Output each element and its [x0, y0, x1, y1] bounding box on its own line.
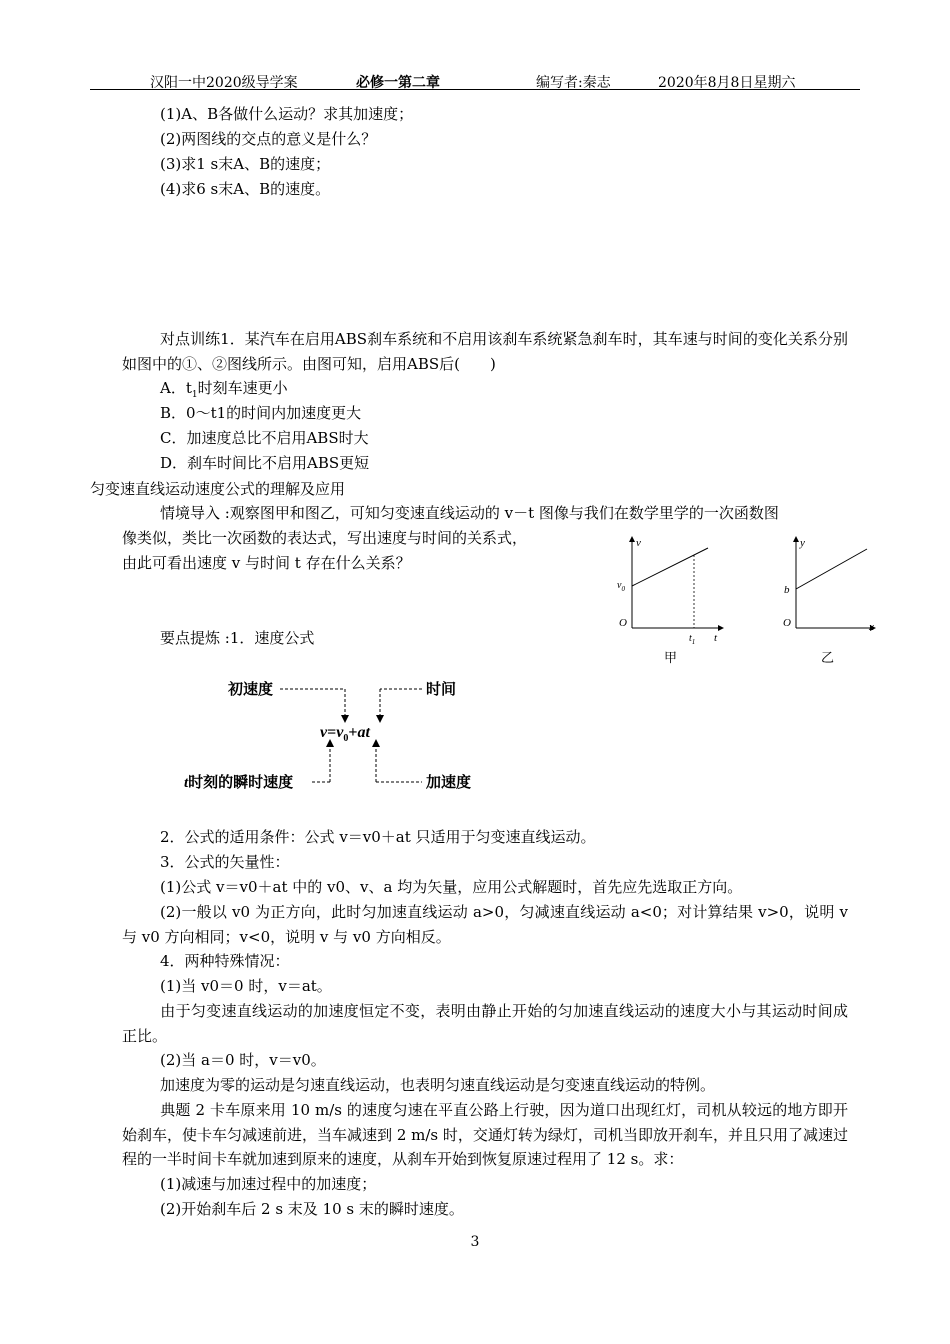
graph-jia-y-arrow — [629, 536, 635, 542]
training-text: 对点训练1．某汽车在启用ABS刹车系统和不启用该刹车系统紧急刹车时，其车速与时间的变化关系分别如图中的①、②图线所示。由图可知，启用ABS后( ) — [122, 330, 848, 373]
formula-diagram — [180, 675, 500, 800]
graph-yi-origin: O — [783, 617, 791, 629]
training-option-b: B．0～t1的时间内加速度更大 — [160, 404, 362, 422]
header-author: 编写者:秦志 — [536, 75, 611, 91]
graph-yi-y-label: y — [800, 537, 805, 549]
page-number: 3 — [470, 1234, 480, 1250]
initial-arrow — [341, 715, 349, 723]
graph-jia-caption: 甲 — [664, 650, 678, 665]
body-special-2-explain: 加速度为零的运动是匀速直线运动，也表明匀速直线运动是匀变速直线运动的特例。 — [160, 1076, 716, 1094]
body-special-2: (2)当 a＝0 时，v＝v0。 — [160, 1051, 326, 1069]
header-rule — [90, 89, 860, 90]
scenario-line-3: 由此可看出速度 v 与时间 t 存在什么关系？ — [122, 554, 411, 572]
graph-yi — [772, 532, 882, 672]
graph-jia-y-label: v — [636, 537, 641, 549]
formula-expression: $v=v_0+at$ — [320, 724, 370, 744]
training-option-d: D．刹车时间比不启用ABS更短 — [160, 454, 370, 472]
header-chapter: 必修一第二章 — [356, 75, 440, 91]
graph-jia-t1: $t_1$ — [689, 633, 696, 646]
body-condition: 2．公式的适用条件：公式 v＝v0＋at 只适用于匀变速直线运动。 — [160, 828, 596, 846]
graph-yi-caption: 乙 — [821, 650, 835, 665]
question-3: (3)求1 s末A、B的速度； — [160, 155, 331, 173]
section-title: 匀变速直线运动速度公式的理解及应用 — [90, 480, 346, 498]
graph-yi-intercept: b — [784, 584, 790, 596]
graph-jia-origin: O — [619, 617, 627, 629]
training-option-a: A．$t_1$时刻车速更小 — [160, 379, 288, 400]
label-acceleration: 加速度 — [426, 775, 472, 791]
question-1: (1)A、B各做什么运动？求其加速度； — [160, 105, 414, 123]
label-initial-velocity: 初速度 — [228, 682, 274, 698]
question-4: (4)求6 s末A、B的速度。 — [160, 180, 331, 198]
body-special-1: (1)当 v0＝0 时，v＝at。 — [160, 977, 332, 995]
scenario-line-1: 情境导入 :观察图甲和图乙，可知匀变速直线运动的 v－t 图像与我们在数学里学的一次函数图 — [160, 504, 779, 522]
graph-jia — [608, 532, 728, 672]
example-question-2: (2)开始刹车后 2 s 末及 10 s 末的瞬时速度。 — [160, 1200, 464, 1218]
graph-yi-x-label: x — [869, 621, 874, 633]
body-vector-2: (2)一般以 v0 为正方向，此时匀加速直线运动 a>0，匀减速直线运动 a<0；对计算结果 v>0，说明 v 与 v0 方向相同；v<0，说明 v 与 v0 方向相反。 — [122, 903, 848, 946]
graph-yi-line — [796, 549, 867, 589]
header-school: 汉阳一中2020级导学案 — [150, 75, 298, 91]
graph-jia-x-label: t — [714, 632, 718, 644]
graph-jia-x-arrow — [718, 625, 724, 631]
key-points: 要点提炼 :1．速度公式 — [160, 629, 315, 647]
graph-jia-line — [632, 548, 708, 586]
scenario-line-2: 像类似，类比一次函数的表达式，写出速度与时间的关系式， — [122, 529, 528, 547]
example-question-1: (1)减速与加速过程中的加速度； — [160, 1175, 377, 1193]
body-special-1-explain: 由于匀变速直线运动的加速度恒定不变，表明由静止开始的匀加速直线运动的速度大小与其运动时间成正比。 — [122, 1002, 848, 1045]
question-2: (2)两图线的交点的意义是什么？ — [160, 130, 377, 148]
body-vector-heading: 3．公式的矢量性： — [160, 853, 290, 871]
graph-yi-y-arrow — [793, 536, 799, 542]
label-instant-velocity: t时刻的瞬时速度 — [184, 775, 294, 791]
body-special-heading: 4．两种特殊情况： — [160, 952, 290, 970]
accel-arrow — [372, 739, 380, 747]
training-option-c: C．加速度总比不启用ABS时大 — [160, 429, 369, 447]
body-vector-1: (1)公式 v＝v0＋at 中的 v0、v、a 均为矢量，应用公式解题时，首先应先选取正方向。 — [160, 878, 743, 896]
example-problem: 典题 2 卡车原来用 10 m/s 的速度匀速在平直公路上行驶，因为道口出现红灯，司机从较远的地方即开始刹车，使卡车匀减速前进，当车减速到 2 m/s 时，交通灯转为绿灯，司机当即放开刹车，并且只用了减速过程的一半时间卡车就加速到原来的速度，从刹车开始到恢复原速过程用了 12 s。求： — [122, 1101, 848, 1168]
graph-jia-intercept: $v_0$ — [617, 580, 625, 593]
label-time: 时间 — [426, 682, 457, 698]
time-arrow — [376, 715, 384, 723]
header-date: 2020年8月8日星期六 — [658, 75, 796, 91]
